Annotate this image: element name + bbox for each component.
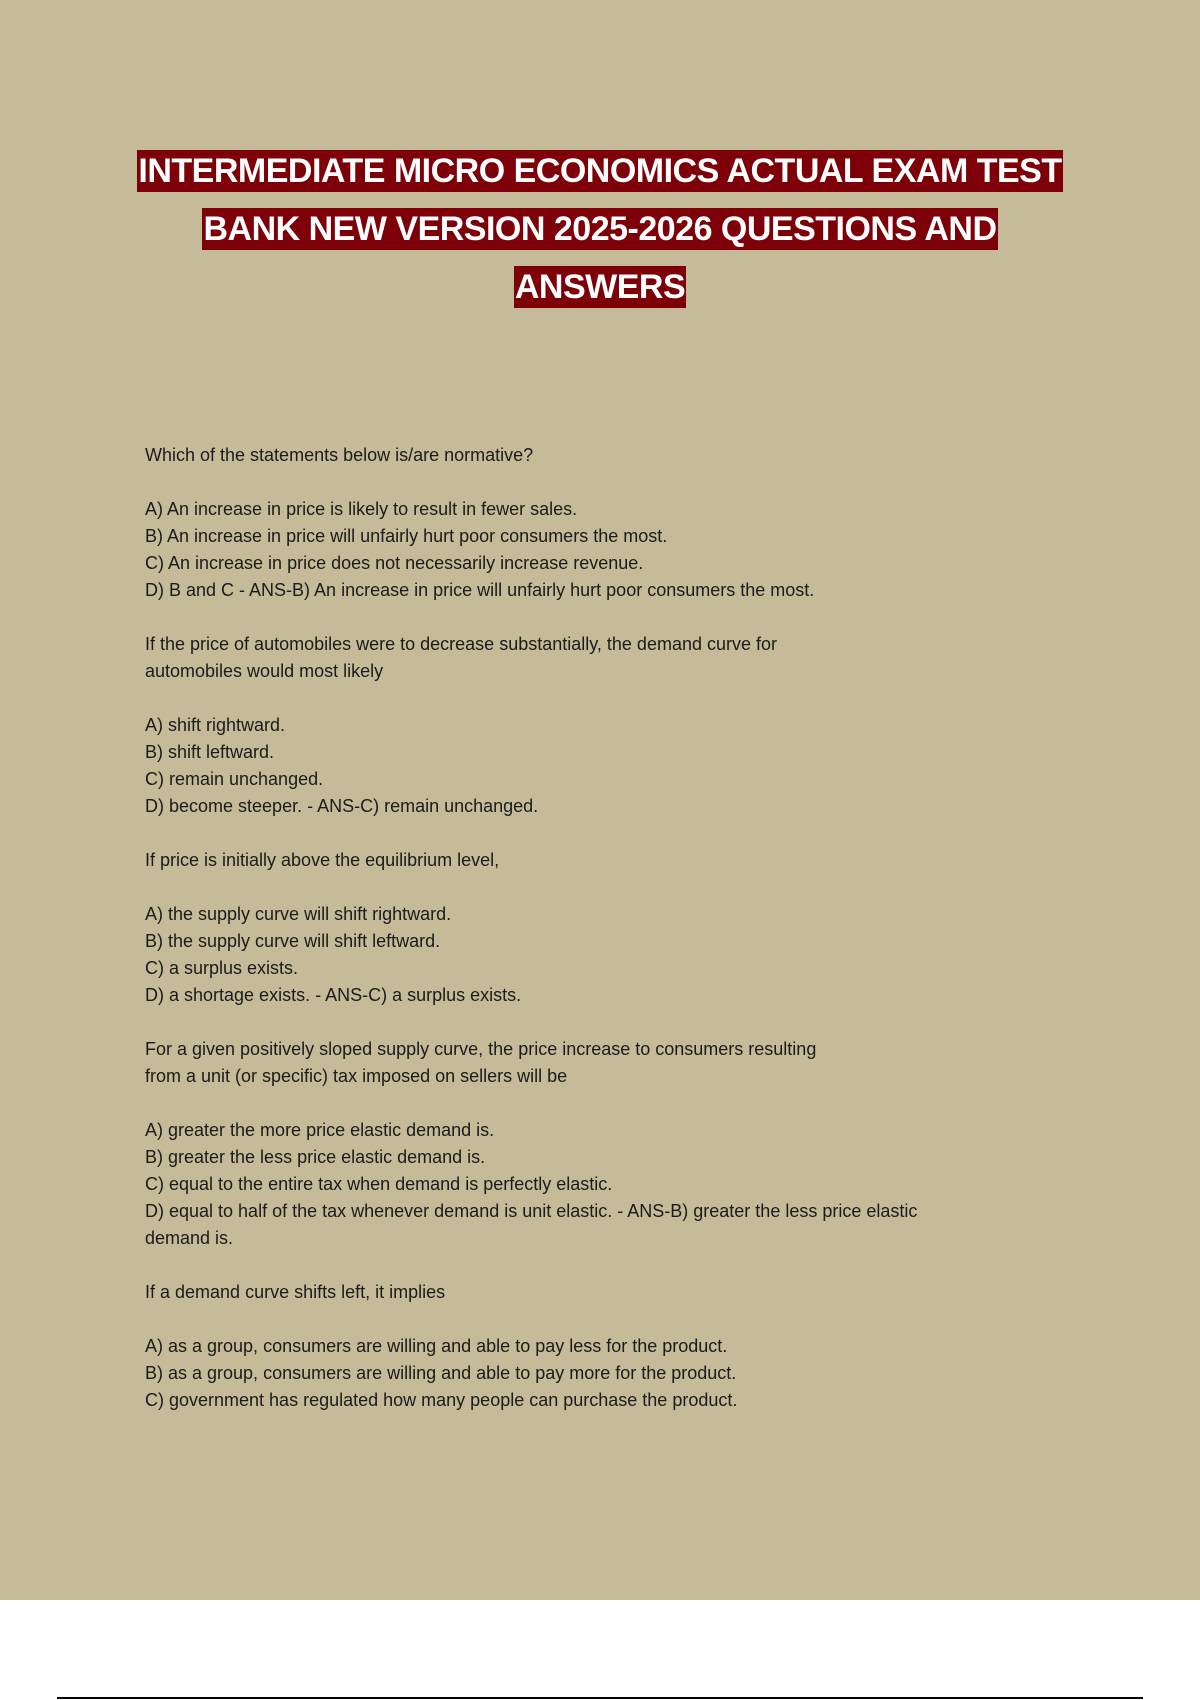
answer-option: C) An increase in price does not necessarily increase revenue. (145, 553, 644, 573)
question-stem: If the price of automobiles were to decrease substantially, the demand curve for (145, 634, 778, 654)
title-line: INTERMEDIATE MICRO ECONOMICS ACTUAL EXAM TEST (138, 152, 1062, 190)
question-block (145, 847, 1045, 1009)
answer-option: B) greater the less price elastic demand is. (145, 1147, 486, 1167)
question-block (145, 442, 1045, 604)
answer-option: C) remain unchanged. (145, 769, 324, 789)
answer-option: D) equal to half of the tax whenever demand is unit elastic. - ANS-B) greater the less price elastic (145, 1201, 918, 1221)
answer-option: demand is. (145, 1228, 234, 1248)
answer-option: B) shift leftward. (145, 742, 275, 762)
answer-option: A) as a group, consumers are willing and able to pay less for the product. (145, 1336, 728, 1356)
answer-option: D) become steeper. - ANS-C) remain unchanged. (145, 796, 539, 816)
answer-option: A) An increase in price is likely to result in fewer sales. (145, 499, 578, 519)
answer-option: A) shift rightward. (145, 715, 286, 735)
title-line: BANK NEW VERSION 2025-2026 QUESTIONS AND (203, 210, 997, 248)
answer-option: C) a surplus exists. (145, 958, 299, 978)
question-stem: If price is initially above the equilibrium level, (145, 850, 500, 870)
answer-option: C) government has regulated how many people can purchase the product. (145, 1390, 738, 1410)
question-stem: If a demand curve shifts left, it implies (145, 1282, 446, 1302)
answer-option: B) as a group, consumers are willing and able to pay more for the product. (145, 1363, 737, 1383)
question-list (145, 442, 1045, 1414)
answer-option: B) An increase in price will unfairly hurt poor consumers the most. (145, 526, 668, 546)
page-divider (57, 1697, 1143, 1699)
question-stem: from a unit (or specific) tax imposed on sellers will be (145, 1066, 568, 1086)
question-stem: Which of the statements below is/are normative? (145, 445, 534, 465)
question-stem: For a given positively sloped supply curve, the price increase to consumers resulting (145, 1039, 817, 1059)
answer-option: A) greater the more price elastic demand is. (145, 1120, 495, 1140)
document-title (0, 142, 1200, 316)
question-block (145, 631, 1045, 820)
question-stem: automobiles would most likely (145, 661, 384, 681)
answer-option: D) B and C - ANS-B) An increase in price will unfairly hurt poor consumers the most. (145, 580, 815, 600)
question-block (145, 1279, 1045, 1414)
question-block (145, 1036, 1045, 1252)
title-line: ANSWERS (514, 268, 686, 306)
answer-option: C) equal to the entire tax when demand is perfectly elastic. (145, 1174, 613, 1194)
answer-option: B) the supply curve will shift leftward. (145, 931, 441, 951)
answer-option: D) a shortage exists. - ANS-C) a surplus exists. (145, 985, 522, 1005)
answer-option: A) the supply curve will shift rightward. (145, 904, 452, 924)
